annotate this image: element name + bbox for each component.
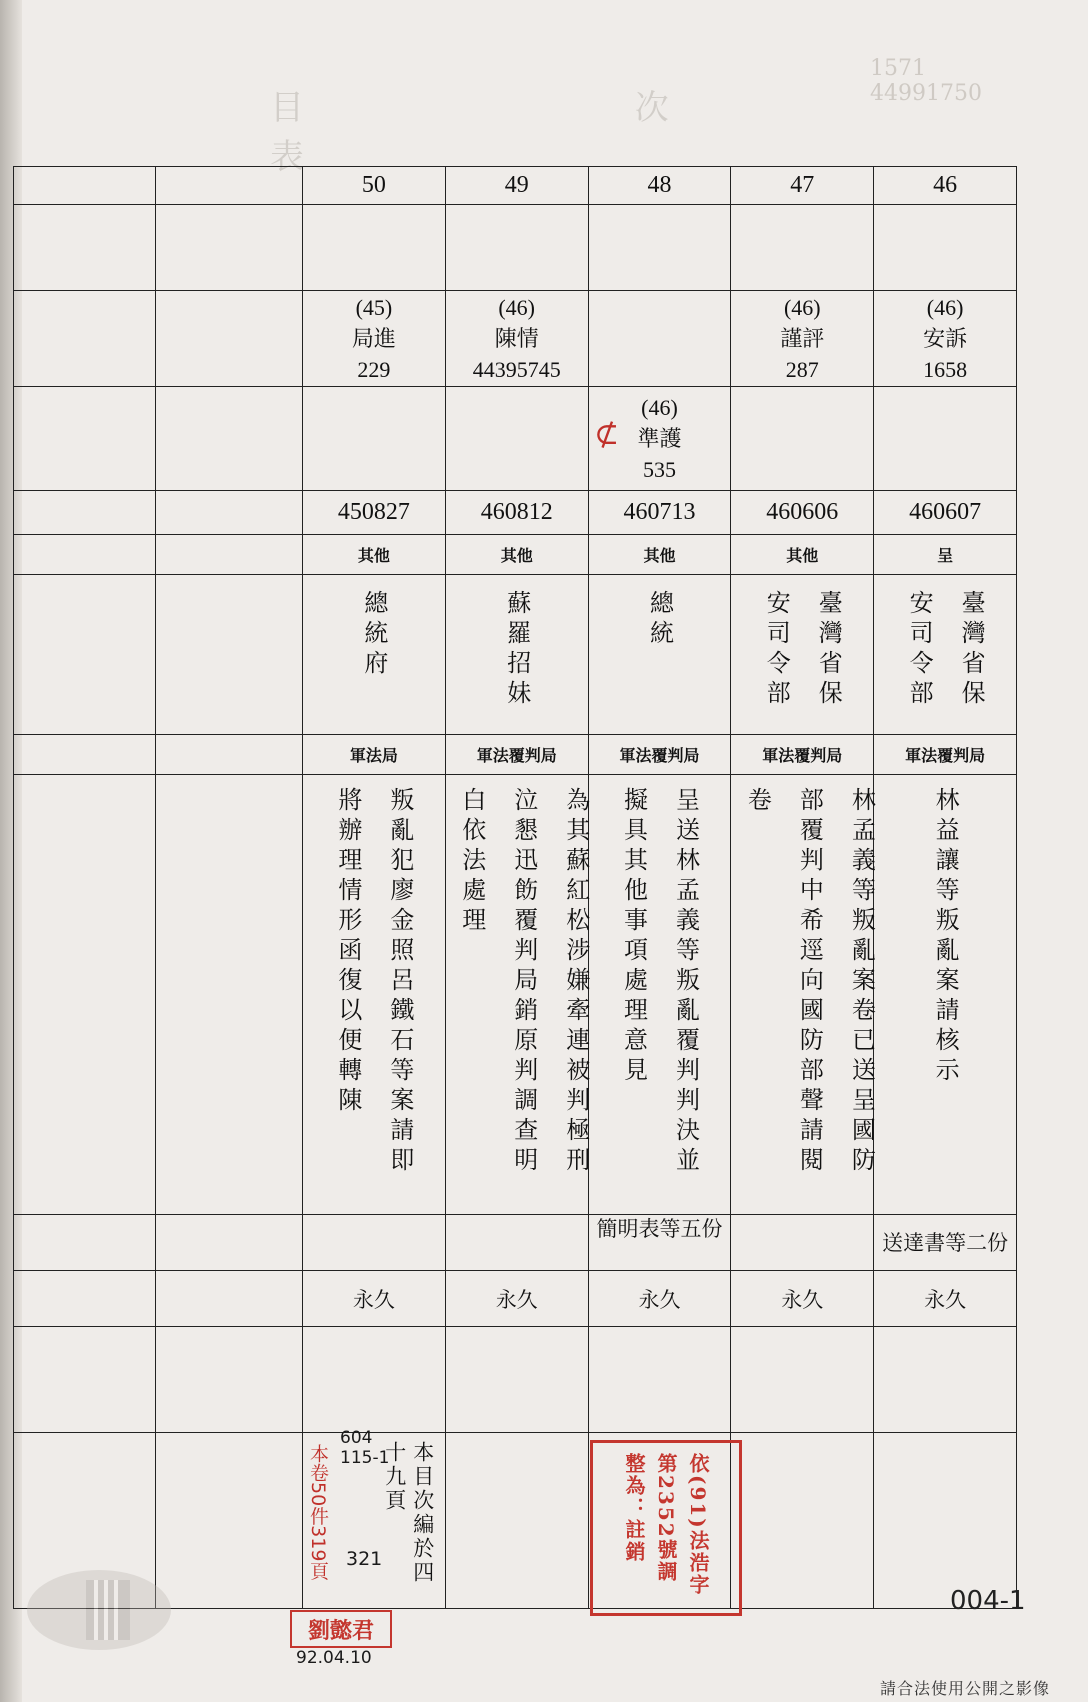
entry-sender: 臺灣省保安司令部 [762, 589, 843, 710]
entry-sender: 蘇羅招妹 [502, 589, 531, 710]
entry-retention: 永久 [445, 1271, 588, 1327]
entry-category: 其他 [731, 535, 874, 575]
entry-date: 450827 [303, 491, 446, 535]
entry-retention: 永久 [874, 1271, 1017, 1327]
ghost-number: 1571 44991750 [870, 56, 982, 106]
entry-retention: 永久 [303, 1271, 446, 1327]
entry-no: 49 [445, 167, 588, 205]
archive-logo-icon [24, 1550, 174, 1660]
row-retention [14, 1271, 1017, 1327]
entry-no: 46 [874, 167, 1017, 205]
entry-category: 呈 [874, 535, 1017, 575]
compile-note: 本目次編於四十九頁 [382, 1441, 435, 1585]
entry-category: 其他 [445, 535, 588, 575]
red-volume-note: 本卷50件319頁 [307, 1444, 329, 1581]
signature-date: 92.04.10 [296, 1648, 372, 1668]
entry-no: 47 [731, 167, 874, 205]
entry-subject: 為其蘇紅松涉嫌牽連被判極刑泣懇迅飭覆判局銷原判調查明白依法處理 [457, 787, 590, 1177]
row-attachment [14, 1215, 1017, 1271]
entry-office: 軍法局 [303, 735, 446, 775]
received-number: (46) 準護 535 [637, 395, 682, 482]
entry-no: 50 [303, 167, 446, 205]
handwritten-pages: 604 115-1 [340, 1428, 390, 1468]
entry-sender: 總統 [645, 589, 674, 650]
row-received-number [14, 387, 1017, 491]
doc-number: (45) 局進 229 [351, 295, 396, 382]
row-office [14, 735, 1017, 775]
row-subject [14, 775, 1017, 1215]
entry-date: 460606 [731, 491, 874, 535]
ghost-title: 目 次 表 [270, 88, 829, 177]
entry-subject: 林益讓等叛亂案請核示 [931, 787, 960, 1087]
row-remarks [14, 1327, 1017, 1433]
cancellation-stamp: 依(91)法浩字第2352號調整為：註銷 [590, 1440, 742, 1616]
entry-date: 460812 [445, 491, 588, 535]
row-doc-number [14, 291, 1017, 387]
doc-number: (46) 陳情 44395745 [472, 295, 561, 382]
entry-office: 軍法覆判局 [588, 735, 731, 775]
row-category [14, 535, 1017, 575]
entry-subject: 叛亂犯廖金照呂鐵石等案請即將辦理情形函復以便轉陳 [333, 787, 414, 1177]
entry-office: 軍法覆判局 [445, 735, 588, 775]
entry-attachment: 簡明表等五份 [588, 1215, 731, 1271]
entry-attachment [445, 1215, 588, 1271]
entry-subject: 呈送林孟義等叛亂覆判判決並擬具其他事項處理意見 [619, 787, 700, 1177]
entry-sender: 臺灣省保安司令部 [905, 589, 986, 710]
row-date [14, 491, 1017, 535]
entry-sender: 總統府 [359, 589, 388, 680]
entry-attachment [303, 1215, 446, 1271]
entry-date: 460713 [588, 491, 731, 535]
page-number: 004-1 [950, 1586, 1026, 1616]
row-number [14, 167, 1017, 205]
row-blank [14, 205, 1017, 291]
entry-retention: 永久 [588, 1271, 731, 1327]
doc-number: (46) 安訴 1658 [923, 295, 968, 382]
red-correction-mark: ⊄ [594, 417, 620, 452]
entry-category: 其他 [588, 535, 731, 575]
entry-attachment [731, 1215, 874, 1271]
entry-no: 48 [588, 167, 731, 205]
entry-subject: 林孟義等叛亂案卷已送呈國防部覆判中希逕向國防部聲請閱卷 [743, 787, 876, 1177]
entry-office: 軍法覆判局 [874, 735, 1017, 775]
entry-attachment: 送達書等二份 [874, 1215, 1017, 1271]
entry-date: 460607 [874, 491, 1017, 535]
signature-stamp: 劉懿君 [290, 1610, 392, 1648]
doc-number: (46) 謹評 287 [780, 295, 825, 382]
row-sender [14, 575, 1017, 735]
handwritten-321: 321 [346, 1548, 383, 1570]
entry-category: 其他 [303, 535, 446, 575]
entry-retention: 永久 [731, 1271, 874, 1327]
usage-footer: 請合法使用公開之影像 [880, 1679, 1051, 1698]
entry-office: 軍法覆判局 [731, 735, 874, 775]
ledger-table [13, 166, 1017, 1609]
